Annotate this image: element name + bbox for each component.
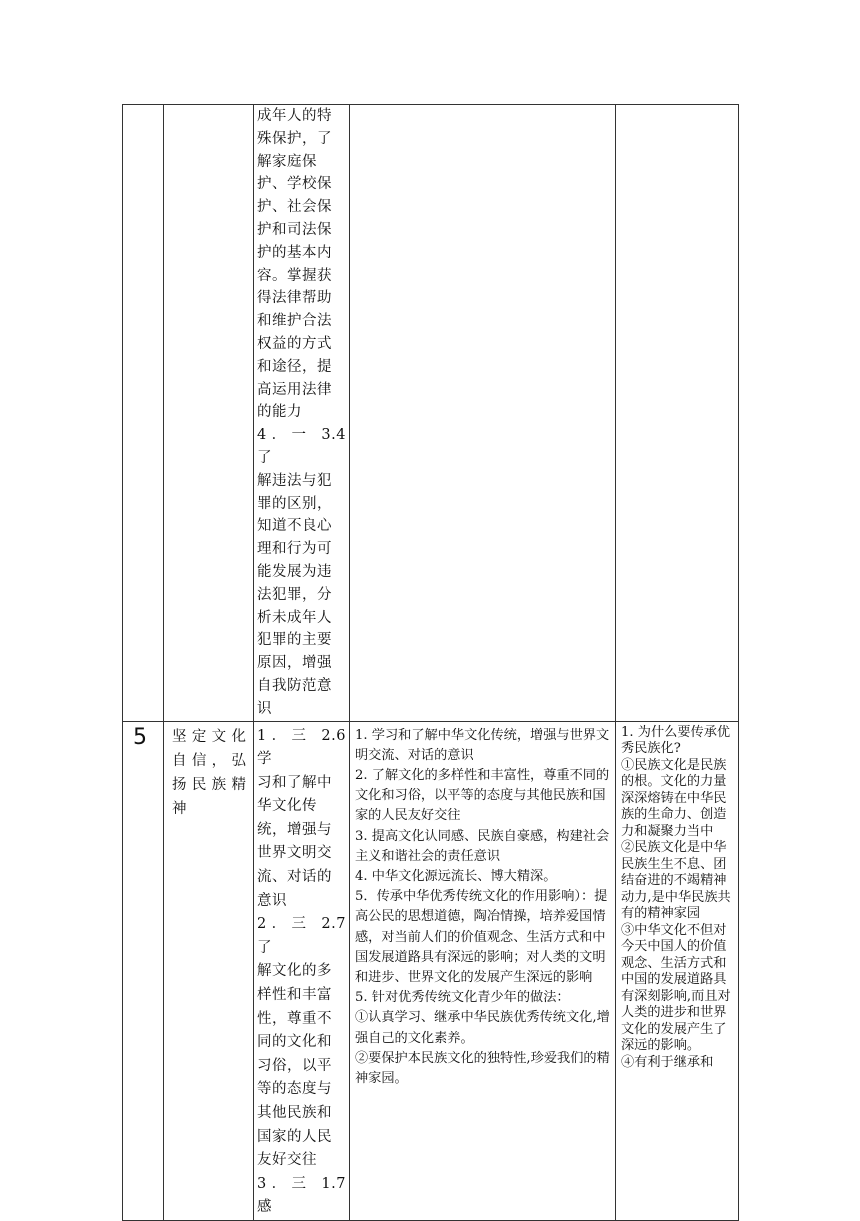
standards-line: 护、社会保 xyxy=(257,199,332,216)
standards-line: 罪的区别， xyxy=(257,495,332,512)
standards-line: 习和了解中 xyxy=(257,774,332,791)
standards-line: 1．三 2.6 学 xyxy=(257,727,346,768)
standards-line: 性，尊重不 xyxy=(257,1010,332,1027)
content-item: 1. 学习和了解中华文化传统，增强与世界文明交流、对话的意识 xyxy=(355,727,610,763)
standards-line: 2．三 2.7 了 xyxy=(257,916,346,956)
question-item: ④有利于继承和 xyxy=(621,1054,714,1070)
standards-line: 能发展为违 xyxy=(257,563,332,580)
content-item: ①认真学习、继承中华民族优秀传统文化,增强自己的文化素养。 xyxy=(355,1010,610,1046)
standards-line: 华文化传 xyxy=(257,798,317,815)
standards-line: 等的态度与 xyxy=(257,1081,332,1098)
standards-line: 解家庭保 xyxy=(257,153,317,170)
standards-line: 法犯罪，分 xyxy=(257,586,332,603)
content-text xyxy=(350,722,615,1090)
standards-line: 其他民族和 xyxy=(257,1105,332,1122)
row-number: 5 xyxy=(133,724,147,750)
standards-cell xyxy=(254,105,350,722)
standards-line: 知道不良心 xyxy=(257,518,332,535)
standards-cell xyxy=(254,721,350,1220)
standards-text xyxy=(254,105,349,721)
standards-line: 成年人的特 xyxy=(257,108,332,124)
standards-line: 护、学校保 xyxy=(257,176,332,193)
standards-line: 3．三 1.7 感 xyxy=(257,1175,346,1216)
standards-line: 殊保护，了 xyxy=(257,130,332,147)
standards-line: 识 xyxy=(257,700,272,717)
standards-line: 友好交往 xyxy=(257,1152,317,1169)
number-cell xyxy=(123,721,164,1220)
standards-line: 4．一 3.4 了 xyxy=(257,427,346,466)
standards-line: 的能力 xyxy=(257,404,302,421)
standards-line: 样性和丰富 xyxy=(257,987,332,1004)
standards-text xyxy=(254,722,349,1220)
standards-line: 解违法与犯 xyxy=(257,472,332,489)
content-item: 2. 了解文化的多样性和丰富性，尊重不同的文化和习俗，以平等的态度与其他民族和国家的人民友好交往 xyxy=(355,767,610,824)
standards-line: 原因，增强 xyxy=(257,655,332,672)
standards-line: 统，增强与 xyxy=(257,821,332,838)
content-item: 5. 针对优秀传统文化青少年的做法： xyxy=(355,990,570,1006)
standards-line: 同的文化和 xyxy=(257,1034,332,1051)
standards-line: 自我防范意 xyxy=(257,677,332,694)
table-row-continued xyxy=(123,105,739,722)
standards-line: 高运用法律 xyxy=(257,381,332,398)
question-item: ③中华文化不但对今天中国人的价值观念、生活方式和中国的发展道路具有深刻影响,而且对人类的进步和世界文化的发展产生了深远的影响。 xyxy=(621,922,731,1054)
standards-line: 析未成年人 xyxy=(257,609,332,626)
content-item: 5．传承中华优秀传统文化的作用影响）：提高公民的思想道德，陶冶情操，培养爱国情感，对当前人们的价值观念、生活方式和中国发展道路具有深远的影响；对人类的文明和进步、世界文化的发展产生深远的影响 xyxy=(355,889,608,985)
standards-line: 国家的人民 xyxy=(257,1128,332,1145)
standards-line: 解文化的多 xyxy=(257,963,332,980)
standards-line: 流、对话的 xyxy=(257,869,332,886)
theme-cell xyxy=(164,721,254,1220)
standards-line: 习俗，以平 xyxy=(257,1057,332,1074)
standards-line: 得法律帮助 xyxy=(257,290,332,307)
theme-text: 坚定文化自信，弘扬民族精神 xyxy=(172,728,247,817)
standards-line: 权益的方式 xyxy=(257,335,332,352)
questions-text xyxy=(616,722,738,1140)
curriculum-table xyxy=(122,104,739,1221)
question-item: 1. 为什么要传承优秀民族化? xyxy=(621,724,731,757)
content-item: 4. 中华文化源远流长、博大精深。 xyxy=(355,868,557,884)
content-item: 3. 提高文化认同感、民族自豪感，构建社会主义和谐社会的责任意识 xyxy=(355,828,610,864)
questions-cell-empty xyxy=(616,105,739,722)
standards-line: 容。掌握获 xyxy=(257,267,332,284)
question-item: ①民族文化是民族的根。文化的力量深深熔铸在中华民族的生命力、创造力和凝聚力当中 xyxy=(621,757,727,839)
standards-line: 世界文明交 xyxy=(257,845,332,862)
standards-line: 犯罪的主要 xyxy=(257,632,332,649)
standards-line: 和途径，提 xyxy=(257,358,332,375)
content-item: ②要保护本民族文化的独特性,珍爱我们的精神家园。 xyxy=(355,1050,610,1086)
standards-line: 理和行为可 xyxy=(257,541,332,558)
content-cell-empty xyxy=(350,105,616,722)
questions-cell xyxy=(616,721,739,1220)
standards-line: 和维护合法 xyxy=(257,313,332,330)
standards-line: 护的基本内 xyxy=(257,244,332,261)
question-item: ②民族文化是中华民族生生不息、团结奋进的不竭精神动力,是中华民族共有的精神家园 xyxy=(621,840,731,922)
table-row-5 xyxy=(123,721,739,1220)
standards-line: 护和司法保 xyxy=(257,221,332,238)
number-cell-empty xyxy=(123,105,164,722)
content-cell xyxy=(350,721,616,1220)
standards-line: 意识 xyxy=(257,892,287,909)
theme-cell-empty xyxy=(164,105,254,722)
